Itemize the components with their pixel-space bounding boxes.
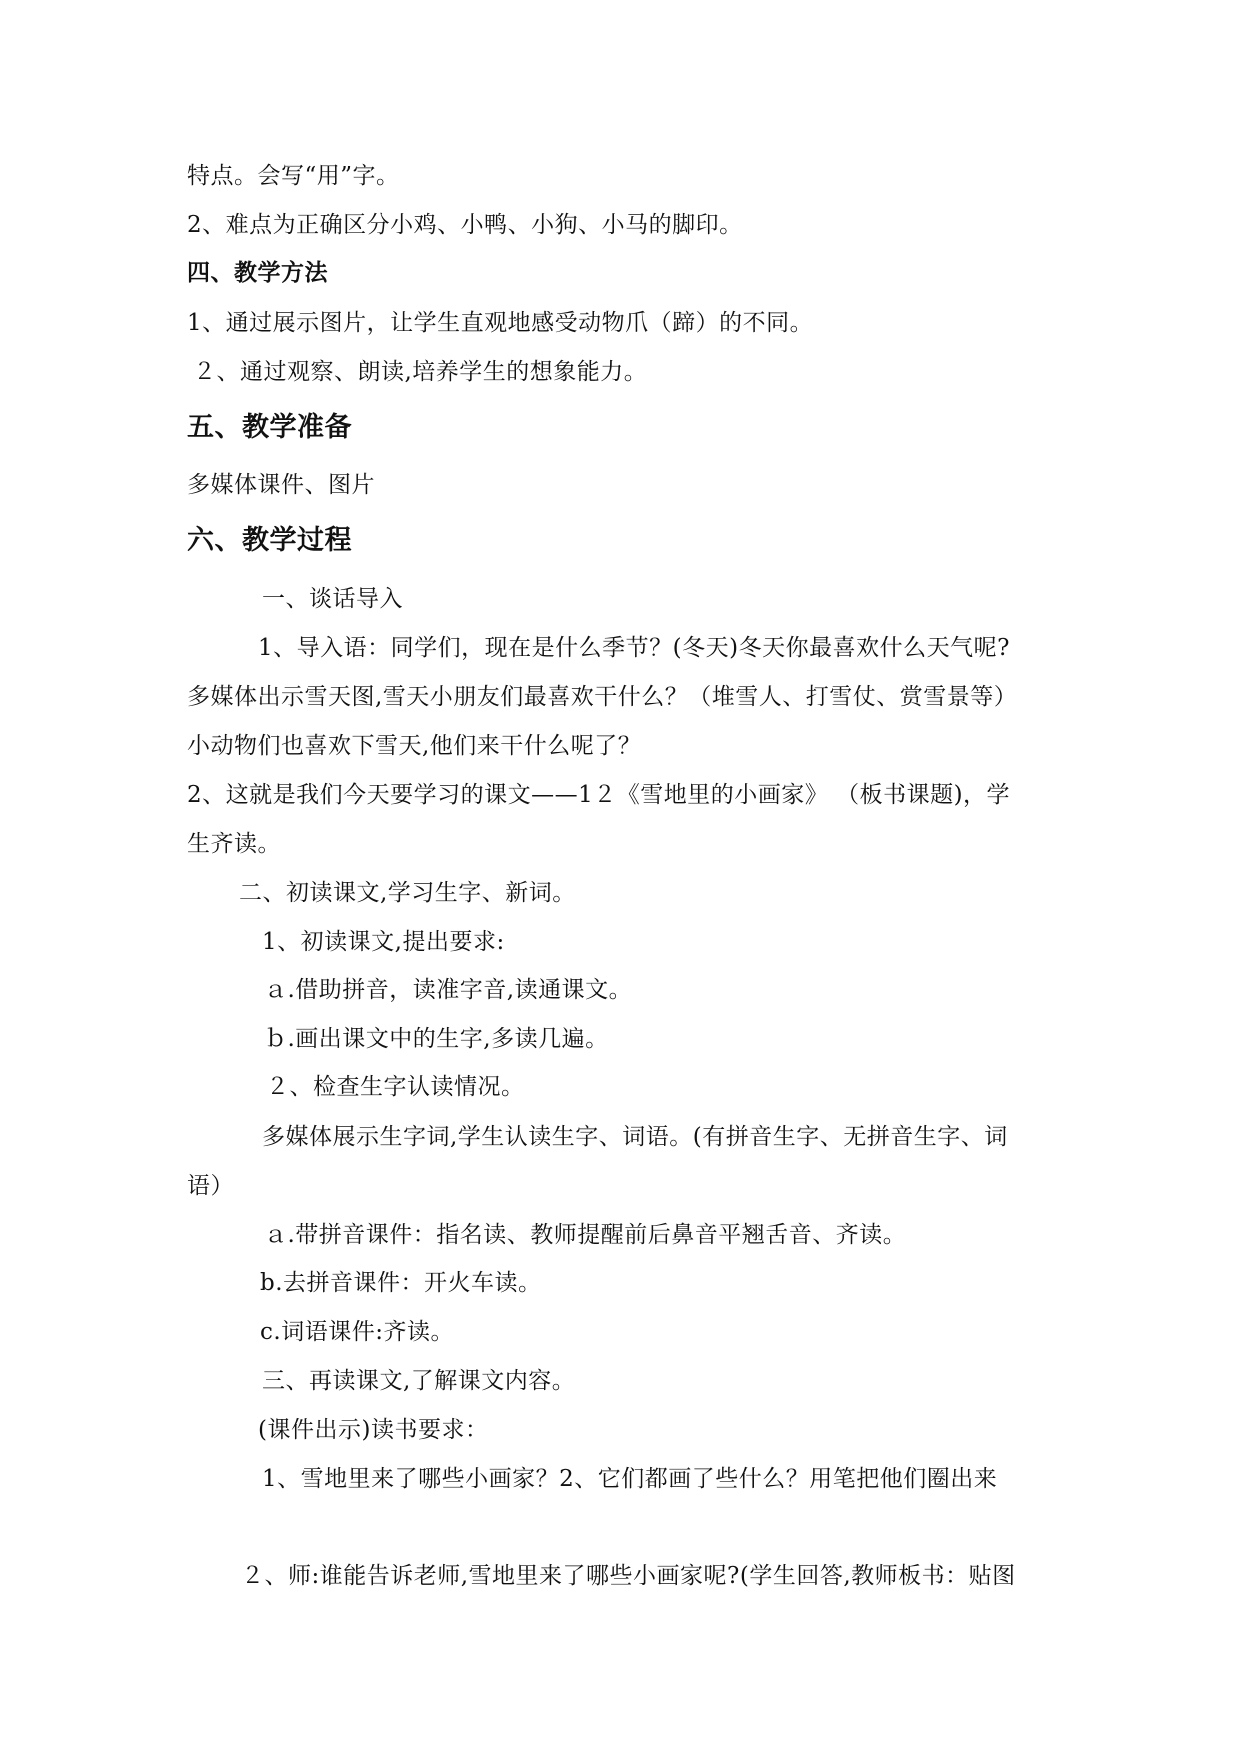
text-line: 2、难点为正确区分小鸡、小鸭、小狗、小马的脚印。 [187, 212, 743, 238]
section-heading: 六、教学过程 [187, 525, 352, 556]
text-line: 一、谈话导入 [262, 586, 403, 612]
text-line: ａ.带拼音课件：指名读、教师提醒前后鼻音平翘舌音、齐读。 [264, 1222, 907, 1248]
section-heading: 五、教学准备 [187, 412, 352, 443]
text-line: 多媒体出示雪天图,雪天小朋友们最喜欢干什么？（堆雪人、打雪仗、赏雪景等） [187, 684, 1018, 710]
text-line: 语） [187, 1173, 234, 1199]
text-line: 多媒体展示生字词,学生认读生字、词语。(有拼音生字、无拼音生字、词 [262, 1124, 1008, 1150]
text-line: 三、再读课文,了解课文内容。 [262, 1368, 576, 1394]
text-line: 1、通过展示图片，让学生直观地感受动物爪（蹄）的不同。 [187, 310, 814, 336]
text-line: 小动物们也喜欢下雪天,他们来干什么呢了？ [187, 733, 642, 759]
text-line: 1、初读课文,提出要求: [262, 929, 505, 955]
text-line: ２、师:谁能告诉老师,雪地里来了哪些小画家呢?(学生回答,教师板书：贴图 [241, 1563, 1016, 1589]
text-line: 2、这就是我们今天要学习的课文——1２《雪地里的小画家》 （板书课题)，学 [187, 782, 1011, 808]
text-line: ２、检查生字认读情况。 [266, 1074, 525, 1100]
text-line: ｂ.画出课文中的生字,多读几遍。 [264, 1026, 609, 1052]
text-line: ２、通过观察、朗读,培养学生的想象能力。 [193, 359, 648, 385]
text-line: 1、导入语：同学们，现在是什么季节？(冬天)冬天你最喜欢什么天气呢? [258, 635, 1010, 661]
text-line: 1、雪地里来了哪些小画家？2、它们都画了些什么？用笔把他们圈出来 [262, 1466, 998, 1492]
text-line: 二、初读课文,学习生字、新词。 [239, 880, 576, 906]
section-heading: 四、教学方法 [187, 259, 328, 286]
text-line: 多媒体课件、图片 [187, 472, 375, 498]
text-line: 生齐读。 [187, 831, 281, 857]
text-line: 特点。会写“用”字。 [187, 163, 400, 189]
text-line: c.词语课件:齐读。 [260, 1319, 454, 1345]
text-line: b.去拼音课件：开火车读。 [260, 1270, 542, 1296]
text-line: (课件出示)读书要求： [258, 1417, 489, 1443]
text-line: ａ.借助拼音，读准字音,读通课文。 [264, 977, 633, 1003]
